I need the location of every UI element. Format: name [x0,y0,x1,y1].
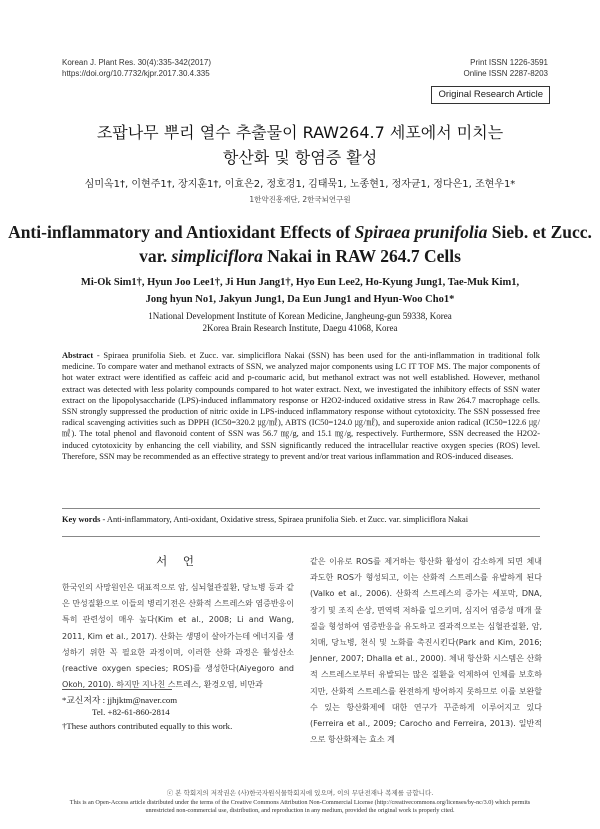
keywords-text: - Anti-inflammatory, Anti-oxidant, Oxidative stress, Spiraea prunifolia Sieb. et Zucc. var. simpliciflora Nakai [100,515,469,524]
affiliation-1: 1National Development Institute of Korean Medicine, Jangheung-gun 59338, Korea [148,311,452,321]
journal-citation: Korean J. Plant Res. 30(4):335-342(2017) [62,58,211,67]
korean-title [0,120,600,170]
title-variety: simpliciflora [171,246,263,266]
abstract-text: - Spiraea prunifolia Sieb. et Zucc. var. simpliciflora Nakai (SSN) has been used for the anti-inflammation in traditional folk medicine. To compare water and methanol extracts of SSN, we analyzed major components using LC IT TOF MS. The major components of hot water extract were identified as caffeic acid and p-coumaric acid, but methanol extract was not well established. However, methanol extract was detected with less polarity compounds compared to hot water extract. Next, we investigated the inhibitory effects of SSN water extract on the lipopolysaccharide (LPS)-induced inflammatory response or H2O2-induced oxidative stress in Raw 264.7 macrophage cells. SSN strongly suppressed the production of nitric oxide in LPS-induced inflammatory response without cytotoxicity. The SSN possessed free radical scavenging activities such as DPPH (IC50=320.2 ㎍/㎖), ABTS (IC50=124.0 ㎍/㎖), and superoxide anion radical (IC50=122.6 ㎍/㎖). The total phenol and flavonoid content of SSN was 56.7 ㎎/g, and 15.1 ㎎/g, respectively. Furthermore, SSN decreased the H2O2-induced cytotoxicity by enhancing the cell viability, and SSN significantly reduced the intracellular reactive oxygen species (ROS) level. Therefore, SSN may be recommended as an effective strategy to prevent and/or treat various inflammation and ROS-induced diseases. [62,351,540,461]
affiliation-2: 2Korea Brain Research Institute, Daegu 41068, Korea [202,323,398,333]
intro-left-column: 한국인의 사망원인은 대표적으로 암, 심뇌혈관질환, 당뇨병 등과 같은 만성질환으로 이들의 병리기전은 산화적 스트레스와 염증반응이 특히 관련성이 매우 높다(Kim et al., 2008; Li and Wang, 2011, Kim et al., 2017). 산화는 생명이 살아가는데 에너지를 생성하기 위한 꼭 필요한 과정이며, 이러한 산화 과정은 활성산소(reactive oxygen species; ROS)를 생성한다(Aiyegoro and Okoh, 2010). 하지만 지나친 스트레스, 환경오염, 비만과 [62,583,294,690]
title-suffix: Nakai in RAW 264.7 Cells [262,246,461,266]
keywords-label: Key words [62,515,101,524]
title-species: Spiraea prunifolia [354,222,488,242]
authors-line2: Jong hyun No1, Jakyun Jung1, Da Eun Jung1 and Hyun-Woo Cho1* [145,294,455,305]
korean-affiliations: 1한약진흥재단, 2한국뇌연구원 [249,195,351,204]
intro-right-column: 같은 이유로 ROS를 제거하는 항산화 활성이 감소하게 되면 체내 과도한 ROS가 형성되고, 이는 산화적 스트레스를 유발하게 된다(Valko et al., 2006). 산화적 스트레스의 증가는 세포막, DNA, 장기 및 조직 손상, 면역력 저하를 일으키며, 심지어 염증성 매개 물질을 형성하여 염증반응을 유도하고 결과적으로는 심혈관질환, 암, 치매, 당뇨병, 천식 및 노화를 촉진시킨다(Park and Kim, 2016; Jenner, 2007; Dhalla et al., 2000). 체내 항산화 시스템은 산화적 스트레스로부터 유발되는 많은 질환을 억제하여 인체를 보호하지만, 산화적 스트레스를 완전하게 방어하지 못하므로 이를 보완할 수 있는 항산화제에 대한 연구가 꾸준하게 이루어지고 있다(Ferreira et al., 2009; Carocho and Ferreira, 2013). 일반적으로 항산화제는 효소 계 [310,557,542,745]
english-affiliations [0,310,600,334]
journal-header [62,57,211,79]
keywords [62,515,542,524]
divider-bottom [62,536,540,537]
title-prefix: Anti-inflammatory and Antioxidant Effects of [8,222,355,242]
english-title [0,220,600,268]
english-authors [0,274,600,308]
doi-link[interactable]: https://doi.org/10.7732/kjpr.2017.30.4.335 [62,69,210,78]
korean-copyright: ⓒ 본 학회지의 저작권은 (사)한국자원식물학회지에 있으며, 이의 무단전재나 복제를 금합니다. [166,789,434,797]
footnote-divider [62,689,172,690]
abstract [62,350,540,462]
korean-title-line1: 조팝나무 뿌리 열수 추출물이 RAW264.7 세포에서 미치는 [96,123,504,142]
article-type-badge: Original Research Article [431,86,550,104]
corresponding-author: *교신저자 : jjhjktm@naver.com [62,695,178,705]
abstract-label: Abstract [62,351,94,360]
divider-top [62,508,540,509]
online-issn: Online ISSN 2287-8203 [463,69,548,78]
intro-heading: 서 언 [156,554,200,568]
print-issn: Print ISSN 1226-3591 [470,58,548,67]
corresponding-phone: Tel. +82-61-860-2814 [92,707,170,717]
title-mid: Sieb. et Zucc. var. [139,222,592,266]
korean-authors: 심미옥1†, 이현주1†, 장지훈1†, 이효은2, 정호경1, 김태묵1, 노종현1, 정자균1, 정다은1, 조현우1* [84,179,516,190]
license-notice: This is an Open-Access article distributed under the terms of the Creative Commons Attribution Non-Commercial License (http://creativecommons.org/licenses/by-nc/3.0) which permits unrestricted non-commercial use, distribution, and reproduction in any medium, provided the original work is properly cited. [69,799,531,814]
equal-contribution-note: †These authors contributed equally to this work. [62,721,233,731]
issn-block [464,57,549,79]
korean-title-line2: 항산화 및 항염증 활성 [222,148,378,167]
authors-line1: Mi-Ok Sim1†, Hyun Joo Lee1†, Ji Hun Jang1†, Hyo Eun Lee2, Ho-Kyung Jung1, Tae-Muk Kim1, [80,277,520,288]
